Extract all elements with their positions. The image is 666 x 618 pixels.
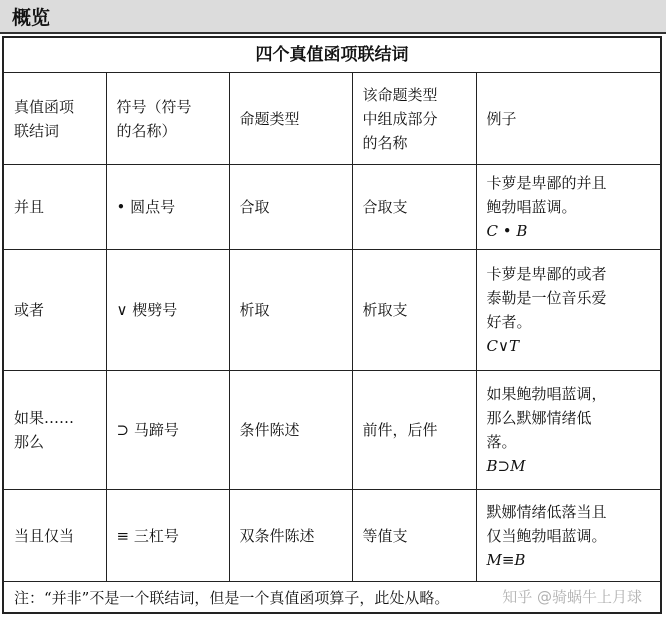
- cell-symbol: ≡ 三杠号: [106, 490, 229, 582]
- cell-component: 合取支: [352, 165, 476, 250]
- col-header-component: 该命题类型 中组成部分 的名称: [352, 73, 476, 165]
- cell-example: 卡萝是卑鄙的并且 鲍勃唱蓝调。 C • B: [476, 165, 660, 250]
- header-title: 概览: [12, 7, 51, 29]
- cell-type: 合取: [229, 165, 352, 250]
- connectives-table-frame: [2, 36, 662, 614]
- example-formula: C • B: [486, 222, 528, 240]
- cell-symbol: • 圆点号: [106, 165, 229, 250]
- col-header-connective: 真值函项 联结词: [4, 73, 106, 165]
- col-header-type: 命题类型: [229, 73, 352, 165]
- cell-symbol: ⊃ 马蹄号: [106, 371, 229, 490]
- table-header-row: [4, 73, 660, 165]
- cell-symbol: ∨ 楔劈号: [106, 250, 229, 371]
- cell-connective: 当且仅当: [4, 490, 106, 582]
- overview-header: [0, 0, 666, 34]
- example-formula: B⊃M: [486, 457, 526, 475]
- cell-connective: 如果…… 那么: [4, 371, 106, 490]
- watermark: 知乎 @骑蜗牛上月球: [502, 588, 642, 606]
- table-title: 四个真值函项联结词: [4, 38, 660, 73]
- table-row-conjunction: [4, 165, 660, 250]
- cell-connective: 或者: [4, 250, 106, 371]
- col-header-symbol: 符号（符号 的名称）: [106, 73, 229, 165]
- table-row-biconditional: [4, 490, 660, 582]
- cell-type: 条件陈述: [229, 371, 352, 490]
- cell-example: 默娜情绪低落当且 仅当鲍勃唱蓝调。 M≡B: [476, 490, 660, 582]
- connectives-table: [4, 72, 660, 582]
- table-row-conditional: [4, 371, 660, 490]
- example-formula: C∨T: [486, 337, 519, 355]
- cell-example: 如果鲍勃唱蓝调， 那么默娜情绪低 落。 B⊃M: [476, 371, 660, 490]
- cell-component: 等值支: [352, 490, 476, 582]
- col-header-example: 例子: [476, 73, 660, 165]
- cell-connective: 并且: [4, 165, 106, 250]
- table-row-disjunction: [4, 250, 660, 371]
- example-formula: M≡B: [486, 550, 526, 569]
- cell-example: 卡萝是卑鄙的或者 泰勒是一位音乐爱 好者。 C∨T: [476, 250, 660, 371]
- cell-component: 前件，后件: [352, 371, 476, 490]
- cell-type: 双条件陈述: [229, 490, 352, 582]
- cell-component: 析取支: [352, 250, 476, 371]
- cell-type: 析取: [229, 250, 352, 371]
- table-footnote: 注：“并非”不是一个联结词，但是一个真值函项算子，此处从略。: [14, 589, 450, 607]
